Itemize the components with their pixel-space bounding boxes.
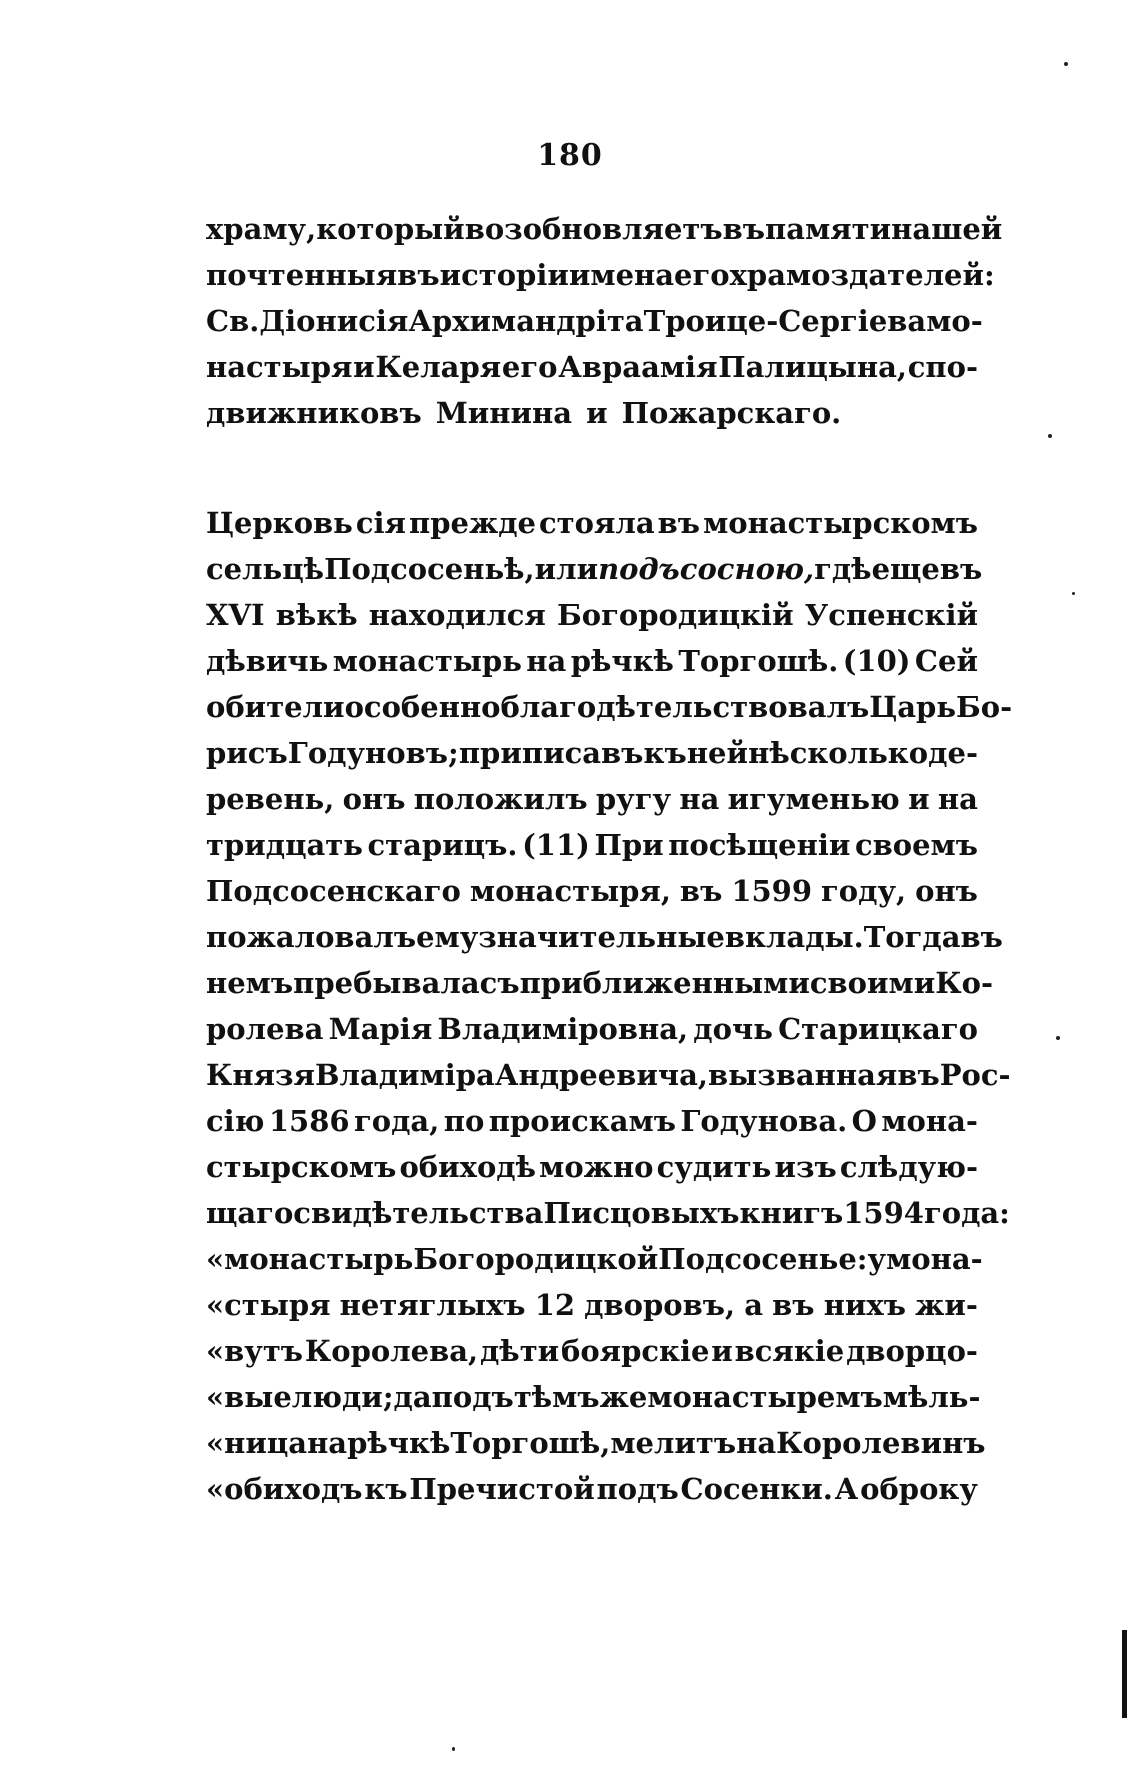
word: При xyxy=(594,828,664,862)
text-line xyxy=(206,546,983,592)
word: Ко- xyxy=(935,966,993,1000)
word: года: xyxy=(923,1196,1010,1230)
word: храмоздателей: xyxy=(729,258,995,292)
text-line xyxy=(206,1374,981,1420)
print-speck xyxy=(1064,62,1068,66)
word: на xyxy=(937,782,978,816)
paragraph-1 xyxy=(206,206,1003,436)
word: Владиміровна, xyxy=(437,1012,689,1046)
word: пребывала xyxy=(293,966,480,1000)
word: мелитъ xyxy=(610,1426,737,1460)
word: Архимандріта xyxy=(408,304,644,338)
word: и xyxy=(353,350,375,384)
word: монастырь xyxy=(332,644,522,678)
word: обители xyxy=(206,690,345,724)
text-line xyxy=(206,914,1003,960)
word: на xyxy=(526,644,567,678)
text-line xyxy=(206,1006,978,1052)
word: люди; xyxy=(291,1380,394,1414)
word: благодѣтельствовалъ xyxy=(500,690,870,724)
word: года, xyxy=(353,1104,440,1138)
word: Минина xyxy=(435,396,573,430)
word: монастыремъ xyxy=(647,1380,883,1414)
word: Авраамія xyxy=(558,350,718,384)
word: на xyxy=(736,1426,777,1460)
word: Годунова. xyxy=(680,1104,848,1138)
word: «обиходъ xyxy=(206,1472,363,1506)
print-speck xyxy=(1072,592,1075,595)
text-line xyxy=(206,1466,978,1512)
word: прежде xyxy=(408,506,537,540)
word: «стыря xyxy=(206,1288,331,1322)
word: «ница xyxy=(206,1426,308,1460)
word: положилъ xyxy=(413,782,588,816)
word: Владиміра xyxy=(314,1058,495,1092)
word: онъ xyxy=(915,874,978,908)
text-line xyxy=(206,1190,1010,1236)
word: къ xyxy=(364,1472,408,1506)
word: ревень, xyxy=(206,782,335,816)
word: храму, xyxy=(206,212,317,246)
word: рѣчкѣ xyxy=(570,644,674,678)
print-speck xyxy=(1056,1036,1060,1040)
word: на xyxy=(679,782,720,816)
word: книгъ xyxy=(739,1196,844,1230)
text-line xyxy=(206,1144,978,1190)
word: (11) xyxy=(522,828,590,862)
text-line xyxy=(206,822,978,868)
word: старицъ. xyxy=(367,828,518,862)
word: мона- xyxy=(886,1242,983,1276)
word: Палицына, xyxy=(718,350,907,384)
word: сельцѣ xyxy=(206,552,325,586)
word: Подсосенье: xyxy=(658,1242,868,1276)
word: Церковь xyxy=(206,506,353,540)
word: оброку xyxy=(860,1472,978,1506)
word: Королева, xyxy=(304,1334,479,1368)
word: особенно xyxy=(344,690,501,724)
text-line xyxy=(206,638,978,684)
text-line xyxy=(206,1052,1011,1098)
word: да xyxy=(393,1380,432,1414)
word: сія xyxy=(355,506,406,540)
word: рисъ xyxy=(206,736,288,770)
word: подъ xyxy=(596,1472,679,1506)
word: де- xyxy=(928,736,978,770)
word: Пречистой xyxy=(409,1472,595,1506)
word: имена xyxy=(568,258,675,292)
word: подъ xyxy=(598,552,680,586)
word: нетяглыхъ xyxy=(339,1288,526,1322)
word: О xyxy=(851,1104,877,1138)
word: на xyxy=(307,1426,348,1460)
word: всякіе xyxy=(734,1334,845,1368)
text-line xyxy=(206,500,978,546)
word: вѣкѣ xyxy=(275,598,358,632)
word: своемъ xyxy=(854,828,978,862)
word: въ xyxy=(657,506,701,540)
word: дворцо- xyxy=(846,1334,978,1368)
word: щаго xyxy=(206,1196,294,1230)
word: вклады. xyxy=(724,920,864,954)
word: же xyxy=(599,1380,648,1414)
word: Подсосенскаго xyxy=(206,874,461,908)
word: слѣдую- xyxy=(839,1150,978,1184)
word: дочь xyxy=(693,1012,773,1046)
word: тридцать xyxy=(206,828,363,862)
paragraph-2 xyxy=(206,500,1013,1512)
word: свидѣтельства xyxy=(293,1196,544,1230)
word: возобновляетъ xyxy=(464,212,723,246)
word: по xyxy=(443,1104,485,1138)
word: Царь xyxy=(869,690,957,724)
word: въ xyxy=(897,1058,940,1092)
word: судить xyxy=(656,1150,772,1184)
word: ему xyxy=(416,920,479,954)
text-line xyxy=(206,298,983,344)
word: подъ xyxy=(431,1380,514,1414)
word: Князя xyxy=(206,1058,315,1092)
text-line xyxy=(206,1098,978,1144)
word: Торгошѣ. xyxy=(678,644,839,678)
word: пожаловалъ xyxy=(206,920,417,954)
word: значительные xyxy=(478,920,725,954)
word: обиходѣ xyxy=(399,1150,537,1184)
word: рѣчкѣ xyxy=(347,1426,451,1460)
word: Рос- xyxy=(939,1058,1011,1092)
word: «монастырь xyxy=(206,1242,414,1276)
word: посѣщеніи xyxy=(668,828,851,862)
word: Богородицкой xyxy=(413,1242,659,1276)
word: можно xyxy=(539,1150,654,1184)
text-line xyxy=(206,1282,978,1328)
word: Андреевича, xyxy=(494,1058,708,1092)
word: 1586 xyxy=(268,1104,350,1138)
word: (10) xyxy=(842,644,911,678)
word: Сосенки. xyxy=(680,1472,833,1506)
word: Писцовыхъ xyxy=(543,1196,740,1230)
word: движниковъ xyxy=(206,396,422,430)
text-line xyxy=(206,1236,983,1282)
word: приписавъ xyxy=(458,736,644,770)
text-line xyxy=(206,390,978,436)
print-speck xyxy=(452,1747,455,1751)
text-line xyxy=(206,1420,986,1466)
page-number: 180 xyxy=(537,138,603,173)
word: и xyxy=(908,782,930,816)
text-line xyxy=(206,1328,978,1374)
word: Тогда xyxy=(863,920,961,954)
word: изъ xyxy=(774,1150,837,1184)
word: и xyxy=(711,1334,733,1368)
word: ругу xyxy=(595,782,672,816)
word: его xyxy=(501,350,558,384)
print-speck xyxy=(1048,434,1052,438)
word: его xyxy=(674,258,730,292)
word: Подсосеньѣ, xyxy=(324,552,535,586)
word: стырскомъ xyxy=(206,1150,397,1184)
word: въ xyxy=(939,552,983,586)
word: 1594 xyxy=(843,1196,924,1230)
word: еще xyxy=(871,552,940,586)
word: въ xyxy=(397,258,440,292)
word: нихъ xyxy=(823,1288,906,1322)
text-line xyxy=(206,684,1013,730)
word: Годуновъ; xyxy=(287,736,459,770)
word: гдѣ xyxy=(814,552,872,586)
word: и xyxy=(586,396,608,430)
word: Успенскій xyxy=(804,598,978,632)
word: «вутъ xyxy=(206,1334,304,1368)
word: монастырскомъ xyxy=(703,506,978,540)
word: ней xyxy=(686,736,748,770)
word: въ xyxy=(960,920,1003,954)
word: стояла xyxy=(539,506,655,540)
word: 12 xyxy=(534,1288,576,1322)
word: мѣль- xyxy=(882,1380,981,1414)
word: А xyxy=(834,1472,859,1506)
word: Діонисія xyxy=(259,304,409,338)
word: Св. xyxy=(206,304,260,338)
word: тѣмъ xyxy=(513,1380,600,1414)
word: Троице-Сергіева xyxy=(643,304,927,338)
text-line xyxy=(206,252,995,298)
word: мо- xyxy=(926,304,983,338)
word: къ xyxy=(643,736,687,770)
word: немъ xyxy=(206,966,294,1000)
word: приближенными xyxy=(519,966,810,1000)
word: монастыря, xyxy=(469,874,671,908)
word: нѣсколько xyxy=(748,736,929,770)
word: XVI xyxy=(206,598,265,632)
word: въ xyxy=(722,212,766,246)
word: нашей xyxy=(891,212,1003,246)
word: вызванная xyxy=(707,1058,898,1092)
word: Богородицкій xyxy=(557,598,794,632)
word: Келаря xyxy=(375,350,502,384)
text-line xyxy=(206,960,993,1006)
word: сосною, xyxy=(679,552,815,586)
word: а xyxy=(744,1288,764,1322)
text-line xyxy=(206,776,978,822)
word: дѣвичь xyxy=(206,644,329,678)
word: Пожарскаго. xyxy=(621,396,842,430)
word: онъ xyxy=(342,782,406,816)
word: Старицкаго xyxy=(778,1012,978,1046)
word: съ xyxy=(479,966,520,1000)
text-line xyxy=(206,592,978,638)
word: Торгошѣ, xyxy=(450,1426,611,1460)
word: или xyxy=(534,552,599,586)
text-line xyxy=(206,344,978,390)
word: Королевинъ xyxy=(776,1426,986,1460)
word: въ xyxy=(772,1288,815,1322)
word: ролева xyxy=(206,1012,324,1046)
text-line xyxy=(206,868,978,914)
word: жи- xyxy=(915,1288,978,1322)
text-line xyxy=(206,206,1003,252)
word: почтенныя xyxy=(206,258,398,292)
word: настыря xyxy=(206,350,353,384)
word: у xyxy=(867,1242,887,1276)
word: находился xyxy=(368,598,546,632)
binding-edge-mark xyxy=(1122,1630,1127,1718)
word: году, xyxy=(821,874,907,908)
word: «вые xyxy=(206,1380,292,1414)
word: дѣти xyxy=(479,1334,560,1368)
word: Сей xyxy=(914,644,978,678)
word: мона- xyxy=(881,1104,978,1138)
word: Марія xyxy=(328,1012,433,1046)
word: своими xyxy=(809,966,936,1000)
word: Бо- xyxy=(956,690,1013,724)
word: который xyxy=(316,212,465,246)
word: сію xyxy=(206,1104,265,1138)
word: боярскіе xyxy=(560,1334,710,1368)
word: памяти xyxy=(765,212,892,246)
word: 1599 xyxy=(731,874,813,908)
word: игуменью xyxy=(727,782,900,816)
text-line xyxy=(206,730,978,776)
word: исторіи xyxy=(439,258,569,292)
word: спо- xyxy=(907,350,978,384)
word: въ xyxy=(679,874,723,908)
word: дворовъ, xyxy=(584,1288,736,1322)
word: проискамъ xyxy=(488,1104,676,1138)
